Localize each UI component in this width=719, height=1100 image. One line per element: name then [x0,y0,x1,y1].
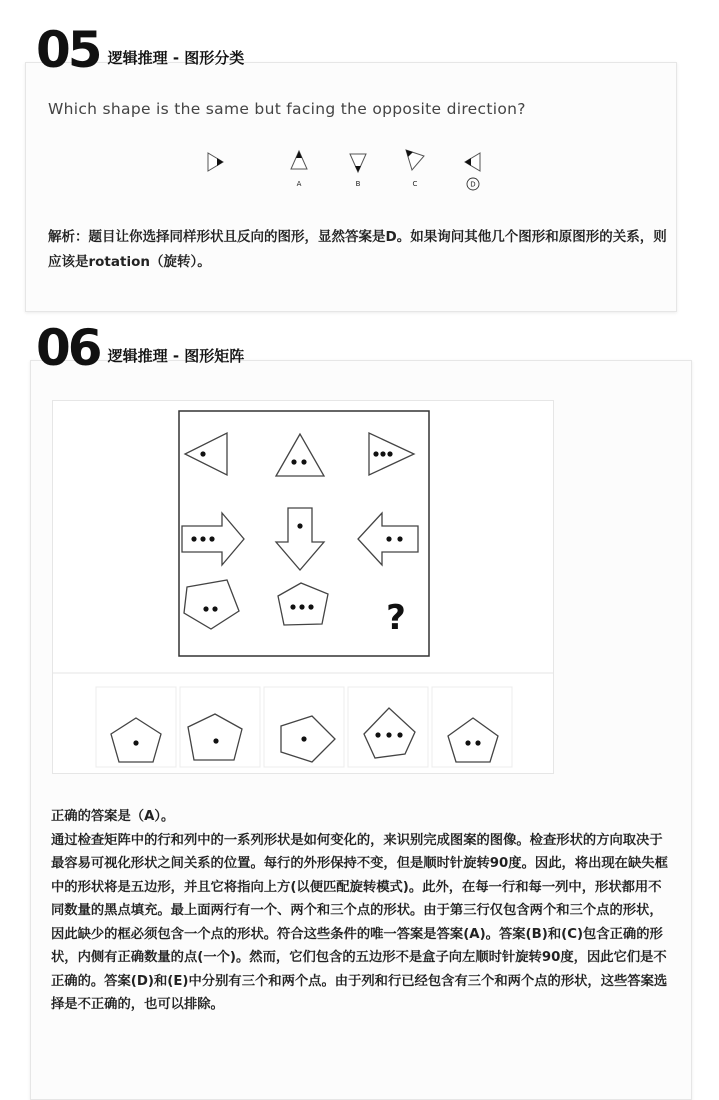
section-number: 05 [36,21,100,79]
section-title: 逻辑推理 - 图形分类 [107,49,245,67]
section-number: 06 [36,319,100,377]
option-label-d: D [470,180,476,189]
option-c-shape [406,150,424,170]
section-title: 逻辑推理 - 图形矩阵 [107,347,245,365]
answer-explanation [51,805,671,1017]
option-label-c: C [412,180,418,188]
section-05-header [36,21,245,79]
option-label-a: A [296,180,302,188]
option-a-shape [291,151,307,169]
stem-shape [208,153,223,171]
direction-figure [190,140,500,200]
option-label-b: B [355,180,361,188]
option-b-shape [350,154,366,172]
question-text: Which shape is the same but facing the opposite direction? [48,100,526,118]
option-d-shape [465,153,480,171]
answer-line: 正确的答案是（A）。 [51,809,175,824]
section-06-header [36,319,245,377]
matrix-puzzle-figure [52,400,554,774]
missing-cell-mark: ? [386,598,406,638]
analysis-text: 解析：题目让你选择同样形状且反向的图形，显然答案是D。如果询问其他几个图形和原图形的关系，则应该是rotation（旋转）。 [48,229,667,270]
explanation-text: 通过检查矩阵中的行和列中的一系列形状是如何变化的，来识别完成图案的图像。检查形状的方向取决于最容易可视化形状之间关系的位置。每行的外形保持不变，但是顺时针旋转90度。因此，将出现在缺失框中的形状将是五边形，并且它将指向上方(以便匹配旋转模式)。此外，在每一行和每一列中，形状都用不同数量的黑点填充。最上面两行有一个、两个和三个点的形状。由于第三行仅包含两个和三个点的形状，因此缺少的框必须包含一个点的形状。符合这些条件的唯一答案是答案(A)。答案(B)和(C)包含正确的形状，内侧有正确数量的点(一个)。然而，它们包含的五边形不是盒子向左顺时针旋转90度，因此它们是不正确的。答案(D)和(E)中分别有三个和两个点。由于列和行已经包含有三个和两个点的形状，这些答案选择是不正确的，也可以排除。 [51,832,668,1012]
